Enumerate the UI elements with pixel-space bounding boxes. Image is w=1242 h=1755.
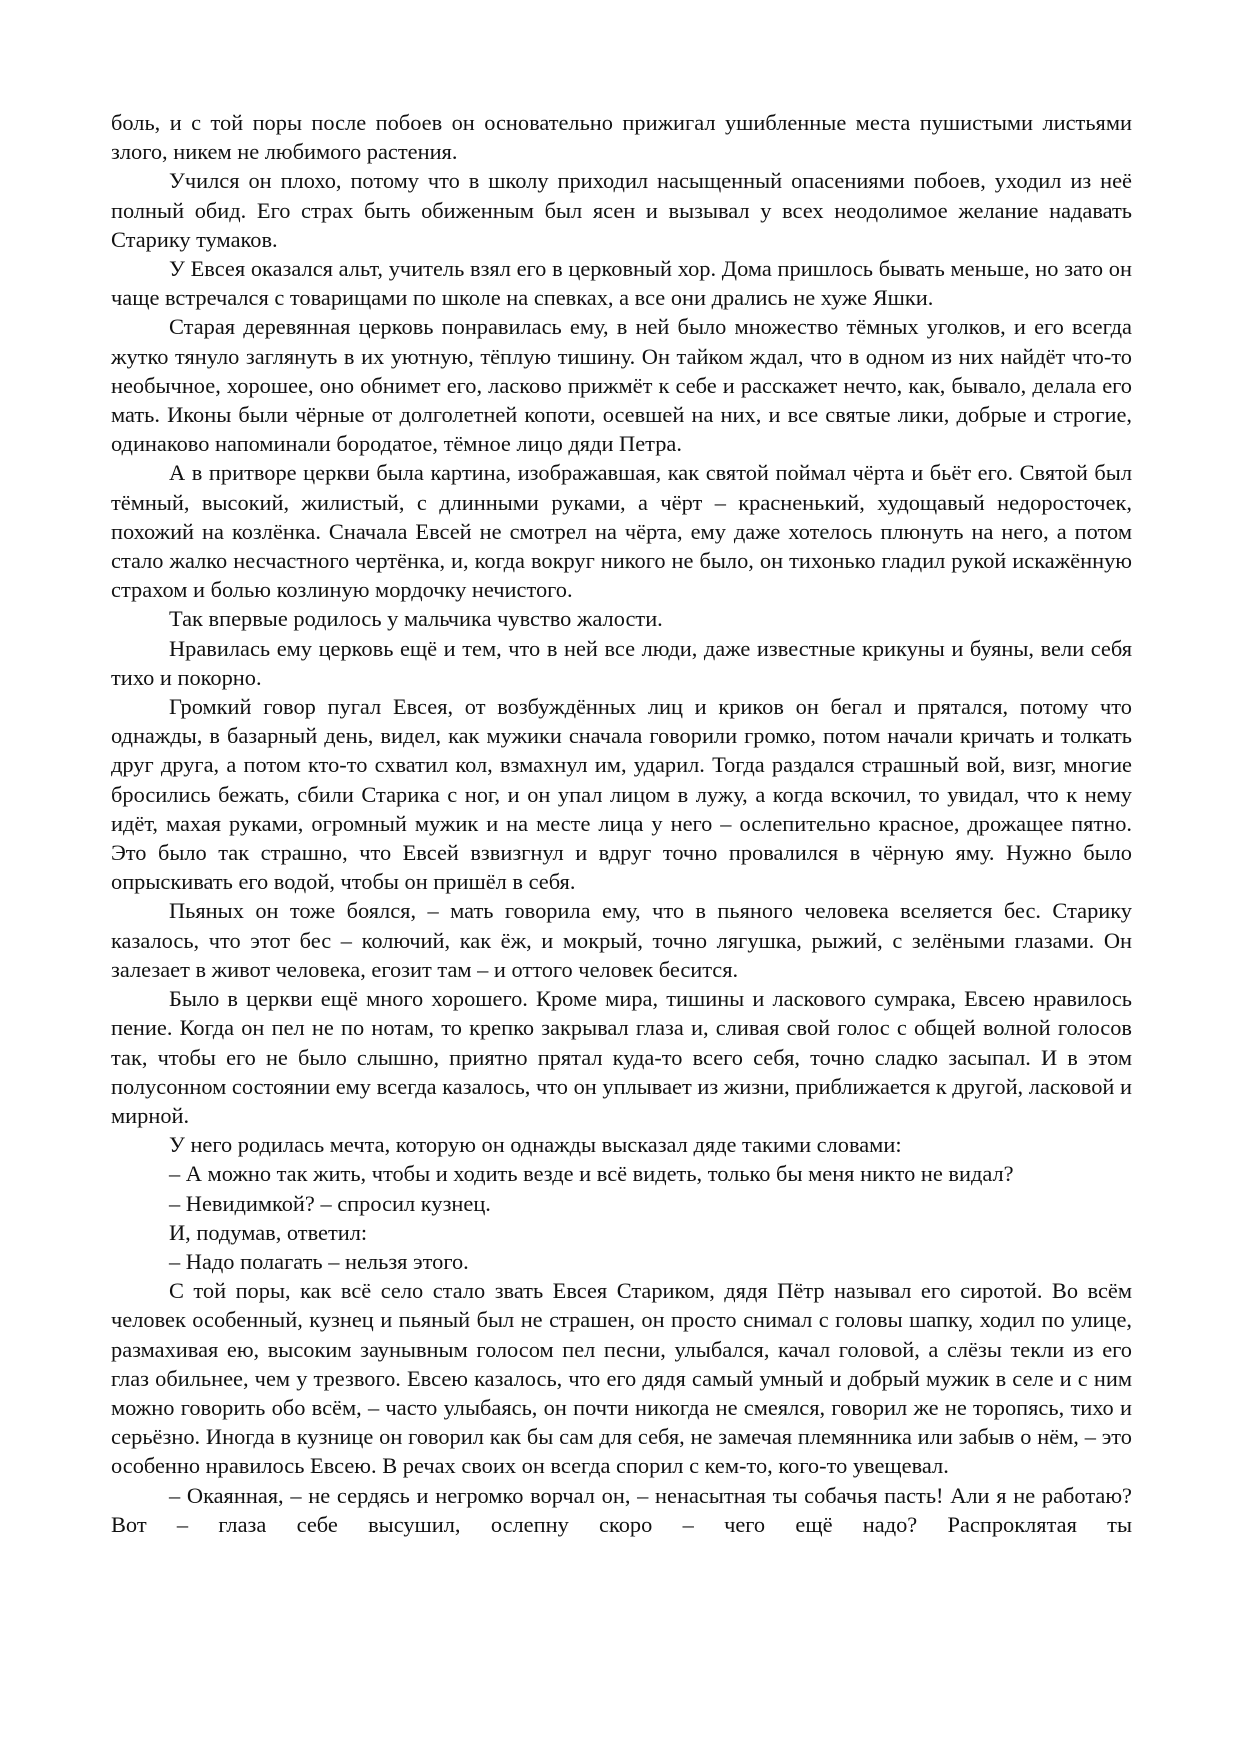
paragraph-5: А в притворе церкви была картина, изображавшая, как святой поймал чёрта и бьёт его. Святой был тёмный, высокий, жилистый, с длинными руками, а чёрт – красненький, худощавый недоросточек, похожий на козлёнка. Сначала Евсей не смотрел на чёрта, ему даже хотелось плюнуть на него, а потом стало жалко несчастного чертёнка, и, когда вокруг никого не было, он тихонько гладил рукой искажённую страхом и болью козлиную мордочку нечистого. <box>111 460 1132 603</box>
paragraph-14: – Окаянная, – не сердясь и негромко ворчал он, – ненасытная ты собачья пасть! Али я не работаю? Вот – глаза себе высушил, ослепну скоро – чего ещё надо? Распроклятая ты <box>111 1482 1132 1537</box>
document-page <box>111 108 1132 1539</box>
paragraph-1: боль, и с той поры после побоев он основательно прижигал ушибленные места пушистыми листьями злого, никем не любимого растения. <box>111 110 1132 165</box>
paragraph-3: У Евсея оказался альт, учитель взял его в церковный хор. Дома пришлось бывать меньше, но зато он чаще встречался с товарищами по школе на спевках, а все они дрались не хуже Яшки. <box>111 256 1132 311</box>
paragraph-7: Нравилась ему церковь ещё и тем, что в ней все люди, даже известные крикуны и буяны, вели себя тихо и покорно. <box>111 635 1132 690</box>
paragraph-13: С той поры, как всё село стало звать Евсея Стариком, дядя Пётр называл его сиротой. Во всём человек особенный, кузнец и пьяный был не страшен, он просто снимал с головы шапку, ходил по улице, размахивая ею, высоким заунывным голосом пел песни, улыбался, качал головой, а слёзы текли из его глаз обильнее, чем у трезвого. Евсею казалось, что его дядя самый умный и добрый мужик в селе и с ним можно говорить обо всём, – часто улыбаясь, он почти никогда не смеялся, говорил же не торопясь, тихо и серьёзно. Иногда в кузнице он говорил как бы сам для себя, не замечая племянника или забыв о нём, – это особенно нравилось Евсею. В речах своих он всегда спорил с кем-то, кого-то увещевал. <box>111 1278 1132 1479</box>
dialogue-line-1: – А можно так жить, чтобы и ходить везде и всё видеть, только бы меня никто не видал? <box>169 1161 1014 1187</box>
dialogue-line-3: – Надо полагать – нельзя этого. <box>169 1248 469 1274</box>
paragraph-11: У него родилась мечта, которую он однажды высказал дяде такими словами: <box>169 1132 902 1158</box>
paragraph-6: Так впервые родилось у мальчика чувство жалости. <box>169 606 663 632</box>
paragraph-12: И, подумав, ответил: <box>169 1219 368 1245</box>
paragraph-10: Было в церкви ещё много хорошего. Кроме мира, тишины и ласкового сумрака, Евсею нравилось пение. Когда он пел не по нотам, то крепко закрывал глаза и, сливая свой голос с общей волной голосов так, чтобы его не было слышно, приятно прятал куда-то всего себя, точно сладко засыпал. И в этом полусонном состоянии ему всегда казалось, что он уплывает из жизни, приближается к другой, ласковой и мирной. <box>111 986 1132 1128</box>
dialogue-line-2: – Невидимкой? – спросил кузнец. <box>169 1190 491 1216</box>
paragraph-4: Старая деревянная церковь понравилась ему, в ней было множество тёмных уголков, и его всегда жутко тянуло заглянуть в их уютную, тёплую тишину. Он тайком ждал, что в одном из них найдёт что-то необычное, хорошее, оно обнимет его, ласково прижмёт к себе и расскажет нечто, как, бывало, делала его мать. Иконы были чёрные от долголетней копоти, осевшей на них, и все святые лики, добрые и строгие, одинаково напоминали бородатое, тёмное лицо дяди Петра. <box>111 314 1132 457</box>
paragraph-2: Учился он плохо, потому что в школу приходил насыщенный опасениями побоев, уходил из неё полный обид. Его страх быть обиженным был ясен и вызывал у всех неодолимое желание надавать Старику тумаков. <box>111 168 1132 252</box>
paragraph-8: Громкий говор пугал Евсея, от возбуждённых лиц и криков он бегал и прятался, потому что однажды, в базарный день, видел, как мужики сначала говорили громко, потом начали кричать и толкать друг друга, а потом кто-то схватил кол, взмахнул им, ударил. Тогда раздался страшный вой, визг, многие бросились бежать, сбили Старика с ног, и он упал лицом в лужу, а когда вскочил, то увидал, что к нему идёт, махая руками, огромный мужик и на месте лица у него – ослепительно красное, дрожащее пятно. Это было так страшно, что Евсей взвизгнул и вдруг точно провалился в чёрную яму. Нужно было опрыскивать его водой, чтобы он пришёл в себя. <box>111 694 1132 895</box>
paragraph-9: Пьяных он тоже боялся, – мать говорила ему, что в пьяного человека вселяется бес. Старику казалось, что этот бес – колючий, как ёж, и мокрый, точно лягушка, рыжий, с зелёными глазами. Он залезает в живот человека, егозит там – и оттого человек бесится. <box>111 898 1132 982</box>
